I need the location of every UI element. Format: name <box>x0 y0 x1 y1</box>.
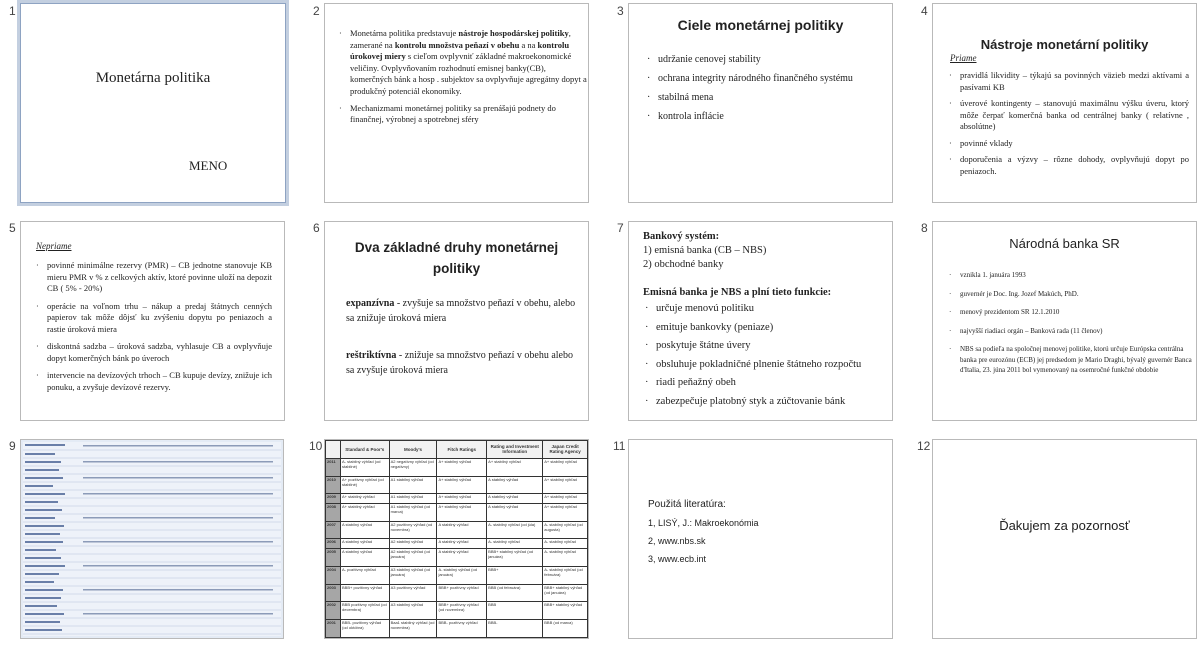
slide-thumbnail-12[interactable] <box>932 439 1197 639</box>
slide-number: 10 <box>309 439 323 453</box>
slide-number: 11 <box>613 439 626 453</box>
slide-thumbnail-7[interactable] <box>628 221 893 421</box>
slide-number: 5 <box>9 221 16 235</box>
bullet-item: · určuje menovú politiku <box>643 300 893 319</box>
slide-thumbnail-9[interactable] <box>20 439 284 639</box>
table-row: 2001 BBB- pozitívny výhľad (od októbra) Baa1 stabilný výhľad (od novembra) BBB- pozitívny výhľad BBB- BBB (od marca) <box>326 620 588 638</box>
bullet-item: · intervencie na devízových trhoch – CB kupuje devízy, znižuje ich ponuku, a zvyšuje devízové rezervy. <box>34 370 272 393</box>
table-row: 2010 A+ pozitívny výhľad (od stabilné) A1 stabilný výhľad A+ stabilný výhľad A stabilný výhľad A+ stabilný výhľad <box>326 476 588 494</box>
section-heading: Emisná banka je NBS a plní tieto funkcie: <box>643 287 832 298</box>
slide-number: 3 <box>617 4 624 18</box>
table-row: 2011 A- stabilný výhľad (od stabilné) A2 negatívny výhľad (od negatívny) A+ stabilný výhľad A+ stabilný výhľad A+ stabilný výhľad <box>326 458 588 476</box>
ratings-table <box>325 440 588 638</box>
slide-thumbnail-11[interactable] <box>628 439 893 639</box>
bullet-item: · emituje bankovky (peniaze) <box>643 319 893 338</box>
slide-number: 6 <box>313 221 320 235</box>
list-item: 3, www.ecb.int <box>648 554 707 564</box>
table-row: 2005 A stabilný výhľad A2 stabilný výhľad (od januára) A stabilný výhľad BBB+ stabilný výhľad (od januára) A- stabilný výhľad <box>326 549 588 567</box>
table-row: 2004 A- pozitívny výhľad A3 stabilný výhľad (od januára) A- stabilný výhľad (od januára) BBB+ A- stabilný výhľad (od februára) <box>326 566 588 584</box>
bullet-item: · menový prezidentom SR 12.1.2010 <box>947 307 1192 318</box>
bullet-item: · pravidlá likvidity – týkajú sa povinných väzieb medzi aktívami a pasívami KB <box>947 70 1189 93</box>
slide-number: 4 <box>921 4 928 18</box>
slide-number: 2 <box>313 4 320 18</box>
thank-you-text: Ďakujem za pozornosť <box>999 518 1130 533</box>
slide-thumbnail-4[interactable] <box>932 3 1197 203</box>
bullet-item: · riadi peňažný obeh <box>643 374 893 393</box>
table-row: 2008 A+ stabilný výhľad A1 stabilný výhľad (od marca) A+ stabilný výhľad A stabilný výhľad A+ stabilný výhľad <box>326 503 588 521</box>
paragraph: expanzívna - zvyšuje sa množstvo peňazí v obehu, alebo sa znižuje úroková miera <box>346 298 576 324</box>
slide-number: 8 <box>921 221 928 235</box>
slide-number: 9 <box>9 439 16 453</box>
text-line: 1) emisná banka (CB – NBS) <box>643 245 767 256</box>
slide-thumbnail-8[interactable] <box>932 221 1197 421</box>
slide-thumbnail-1[interactable] <box>20 3 286 203</box>
paragraph: reštriktívna - znižuje sa množstvo peňazí v obehu alebo sa zvyšuje úroková miera <box>346 350 573 376</box>
table-row: 2002 BBB pozitívny výhľad (od decembra) A3 stabilný výhľad BBB+ pozitívny výhľad (od novembra) BBB BBB+ stabilný výhľad <box>326 602 588 620</box>
bullet-item: · ochrana integrity národného finančného systému <box>645 72 880 86</box>
text-line: 2) obchodné banky <box>643 259 724 270</box>
bullet-item: · stabilná mena <box>645 91 880 105</box>
bullet-item: · zabezpečuje platobný styk a zúčtovanie bánk <box>643 393 893 412</box>
slide-title: Nástroje monetární politiky <box>980 37 1149 52</box>
bullet-item: · Mechanizmami monetárnej politiky sa prenášajú podnety do finančnej, výrobnej a spotrebnej sféry <box>337 103 587 126</box>
bullet-item: · povinné vklady <box>947 138 1189 150</box>
bullet-item: · úverové kontingenty – stanovujú maximálnu výšku úveru, ktorý môže čerpať komerčná banka od centrálnej banky ( relatívne , absolútne) <box>947 98 1189 133</box>
bullet-item: · diskontná sadzba – úroková sadzba, vyhlasuje CB a ovplyvňuje dopyt komerčných bánk po úveroch <box>34 341 272 364</box>
bullet-item: · NBS sa podieľa na spoločnej menovej politike, ktorú určuje Európska centrálna banka pre eurozónu (ECB) jej predsedom je Mario Draghi, bývalý guvernér Banca d'Italia, 23. júna 2011 bol vymenovaný na osemročné funkčné obdobie <box>947 344 1192 376</box>
slide-thumbnail-2[interactable] <box>324 3 589 203</box>
list-item: 2, www.nbs.sk <box>648 536 706 546</box>
table-row: 2007 A stabilný výhľad A2 pozitívny výhľad (od novembra) A stabilný výhľad A- stabilný výhľad (od júla) A- stabilný výhľad (od augusta) <box>326 521 588 539</box>
slide-title: Ciele monetárnej politiky <box>677 17 844 33</box>
bullet-item: · udržanie cenovej stability <box>645 53 880 67</box>
table-row: 2003 BBB+ pozitívny výhľad A3 pozitívny výhľad BBB+ pozitívny výhľad BBB (od februára) BBB+ stabilný výhľad (od januára) <box>326 584 588 602</box>
slide-thumbnail-5[interactable] <box>20 221 285 421</box>
slide-title: Monetárna politika <box>95 70 211 86</box>
table-header-row: Standard & Poor's Moody's Fitch Ratings Rating and Investment Information Japan Credit Rating Agency <box>326 441 588 459</box>
bullet-item: · obsluhuje pokladničné plnenie štátneho rozpočtu <box>643 356 893 375</box>
slide-title: Dva základné druhy monetárnej politiky <box>354 240 559 276</box>
bullet-item: · povinné minimálne rezervy (PMR) – CB jednotne stanovuje KB mieru PMR v % z celkových aktív, ktoré povinne uloží na depozit CB ( 5% - 20%) <box>34 260 272 295</box>
slide-thumbnail-3[interactable] <box>628 3 893 203</box>
bullet-item: · kontrola inflácie <box>645 110 880 124</box>
slide-thumbnail-6[interactable] <box>324 221 589 421</box>
bullet-item: · poskytuje štátne úvery <box>643 337 893 356</box>
section-heading: Bankový systém: <box>643 231 720 242</box>
table-row: 2009 A+ stabilný výhľad A1 stabilný výhľad A+ stabilný výhľad A stabilný výhľad A+ stabilný výhľad <box>326 494 588 504</box>
bullet-item: · vznikla 1. januára 1993 <box>947 270 1192 281</box>
table-row: 2006 A stabilný výhľad A2 stabilný výhľad A stabilný výhľad A- stabilný výhľad A- stabilný výhľad <box>326 539 588 549</box>
slide-subtitle: Priame <box>950 53 977 63</box>
slide-number: 12 <box>917 439 931 453</box>
slide-title: Národná banka SR <box>1009 236 1120 251</box>
bullet-item: · doporučenia a výzvy – rôzne dohody, ovplyvňujú dopyt po peniazoch. <box>947 154 1189 177</box>
bullet-item: · guvernér je Doc. Ing. Jozef Makúch, PhD. <box>947 289 1192 300</box>
bullet-item: · najvyšší riadiaci orgán – Banková rada (11 členov) <box>947 326 1192 337</box>
slide-subtitle: Nepriame <box>36 241 72 251</box>
slide-thumbnail-10[interactable] <box>324 439 589 639</box>
literature-heading: Použitá literatúra: <box>648 499 726 510</box>
slide-number: 7 <box>617 221 624 235</box>
list-item: 1, LISÝ, J.: Makroekonómia <box>648 518 759 528</box>
data-table-image <box>23 442 281 636</box>
spreadsheet-icon <box>23 442 281 636</box>
slide-author: MENO <box>189 158 228 173</box>
slide-number: 1 <box>9 4 16 18</box>
bullet-item: · Monetárna politika predstavuje nástroje hospodárskej politiky, zamerané na kontrolu množstva peňazí v obehu a na kontrolu úrokovej miery s cieľom ovplyvniť základné makroekonomické veličiny. Ovplyvňovaním rozhodnutí emisnej banky(CB), komerčných bánk a hosp . subjektov sa ovplyvňuje agregátny dopyt a produkčný potenciál ekonomiky. <box>337 28 587 98</box>
bullet-item: · operácie na voľnom trhu – nákup a predaj štátnych cenných papierov tak môže dôjsť ku zvýšeniu dopytu po peniazoch a rastie úroková miera <box>34 301 272 336</box>
